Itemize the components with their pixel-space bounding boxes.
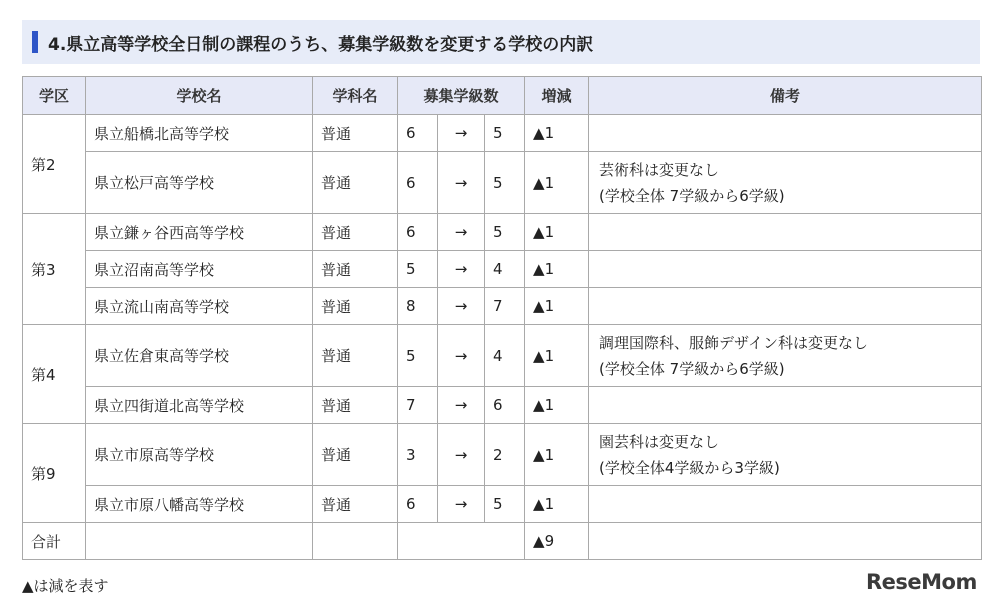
- note-cell: [589, 152, 982, 214]
- classes-to-cell: 5: [485, 152, 525, 214]
- district-cell: 第2: [23, 115, 86, 214]
- department-cell: 普通: [313, 288, 398, 325]
- note-cell: [589, 486, 982, 523]
- classes-to-cell: 6: [485, 387, 525, 424]
- note-cell: [589, 387, 982, 424]
- header-change: 増減: [525, 77, 589, 115]
- classes-to-cell: 4: [485, 251, 525, 288]
- classes-to-cell: 7: [485, 288, 525, 325]
- department-cell: 普通: [313, 325, 398, 387]
- empty-cell: [86, 523, 313, 560]
- table-row: [23, 288, 982, 325]
- classes-from-cell: 6: [398, 152, 438, 214]
- arrow-cell: →: [438, 288, 485, 325]
- department-cell: 普通: [313, 424, 398, 486]
- title-accent-bar: [32, 31, 38, 53]
- classes-to-cell: 2: [485, 424, 525, 486]
- resemom-logo: ReseMom: [866, 570, 977, 594]
- header-district: 学区: [23, 77, 86, 115]
- arrow-cell: →: [438, 251, 485, 288]
- note-cell: [589, 115, 982, 152]
- change-cell: ▲1: [525, 424, 589, 486]
- table-row: [23, 387, 982, 424]
- note-cell: [589, 288, 982, 325]
- district-cell: 第3: [23, 214, 86, 325]
- classes-to-cell: 4: [485, 325, 525, 387]
- table-row: [23, 214, 982, 251]
- department-cell: 普通: [313, 214, 398, 251]
- classes-from-cell: 6: [398, 115, 438, 152]
- note-cell: [589, 424, 982, 486]
- table-row: [23, 115, 982, 152]
- arrow-cell: →: [438, 152, 485, 214]
- arrow-cell: →: [438, 325, 485, 387]
- school-cell: 県立流山南高等学校: [86, 288, 313, 325]
- title-bar: [22, 20, 980, 64]
- change-cell: ▲1: [525, 387, 589, 424]
- school-cell: 県立市原八幡高等学校: [86, 486, 313, 523]
- empty-cell: [398, 523, 525, 560]
- note-line: 調理国際科、服飾デザイン科は変更なし: [599, 333, 868, 352]
- change-cell: ▲1: [525, 115, 589, 152]
- note-cell: [589, 325, 982, 387]
- change-cell: ▲1: [525, 288, 589, 325]
- empty-cell: [313, 523, 398, 560]
- arrow-cell: →: [438, 424, 485, 486]
- table-row: [23, 424, 982, 486]
- table-row: [23, 486, 982, 523]
- classes-from-cell: 6: [398, 486, 438, 523]
- classes-from-cell: 7: [398, 387, 438, 424]
- header-classes: 募集学級数: [398, 77, 525, 115]
- classes-from-cell: 5: [398, 251, 438, 288]
- classes-from-cell: 8: [398, 288, 438, 325]
- header-department: 学科名: [313, 77, 398, 115]
- header-notes: 備考: [589, 77, 982, 115]
- department-cell: 普通: [313, 115, 398, 152]
- school-cell: 県立四街道北高等学校: [86, 387, 313, 424]
- footnote: ▲は減を表す: [22, 577, 109, 595]
- school-cell: 県立松戸高等学校: [86, 152, 313, 214]
- classes-to-cell: 5: [485, 486, 525, 523]
- note-line: 園芸科は変更なし: [599, 432, 720, 451]
- change-cell: ▲1: [525, 251, 589, 288]
- classes-from-cell: 6: [398, 214, 438, 251]
- note-cell: [589, 251, 982, 288]
- department-cell: 普通: [313, 152, 398, 214]
- classes-to-cell: 5: [485, 115, 525, 152]
- header-school: 学校名: [86, 77, 313, 115]
- school-cell: 県立沼南高等学校: [86, 251, 313, 288]
- classes-from-cell: 3: [398, 424, 438, 486]
- note-line: (学校全体4学級から3学級): [599, 458, 780, 477]
- note-line: 芸術科は変更なし: [599, 160, 720, 179]
- arrow-cell: →: [438, 214, 485, 251]
- class-change-table: [22, 76, 982, 560]
- arrow-cell: →: [438, 115, 485, 152]
- arrow-cell: →: [438, 387, 485, 424]
- table-row: [23, 325, 982, 387]
- school-cell: 県立佐倉東高等学校: [86, 325, 313, 387]
- classes-to-cell: 5: [485, 214, 525, 251]
- table-row: [23, 152, 982, 214]
- district-cell: 第4: [23, 325, 86, 424]
- total-label: 合計: [23, 523, 86, 560]
- school-cell: 県立船橋北高等学校: [86, 115, 313, 152]
- note-line: (学校全体 7学級から6学級): [599, 186, 785, 205]
- department-cell: 普通: [313, 387, 398, 424]
- school-cell: 県立鎌ヶ谷西高等学校: [86, 214, 313, 251]
- total-row: [23, 523, 982, 560]
- classes-from-cell: 5: [398, 325, 438, 387]
- note-line: (学校全体 7学級から6学級): [599, 359, 785, 378]
- department-cell: 普通: [313, 486, 398, 523]
- empty-cell: [589, 523, 982, 560]
- page-title: 4.県立高等学校全日制の課程のうち、募集学級数を変更する学校の内訳: [48, 34, 594, 55]
- total-change: ▲9: [525, 523, 589, 560]
- arrow-cell: →: [438, 486, 485, 523]
- department-cell: 普通: [313, 251, 398, 288]
- change-cell: ▲1: [525, 486, 589, 523]
- district-cell: 第9: [23, 424, 86, 523]
- school-cell: 県立市原高等学校: [86, 424, 313, 486]
- header-row: [23, 77, 982, 115]
- change-cell: ▲1: [525, 214, 589, 251]
- table-row: [23, 251, 982, 288]
- change-cell: ▲1: [525, 325, 589, 387]
- note-cell: [589, 214, 982, 251]
- change-cell: ▲1: [525, 152, 589, 214]
